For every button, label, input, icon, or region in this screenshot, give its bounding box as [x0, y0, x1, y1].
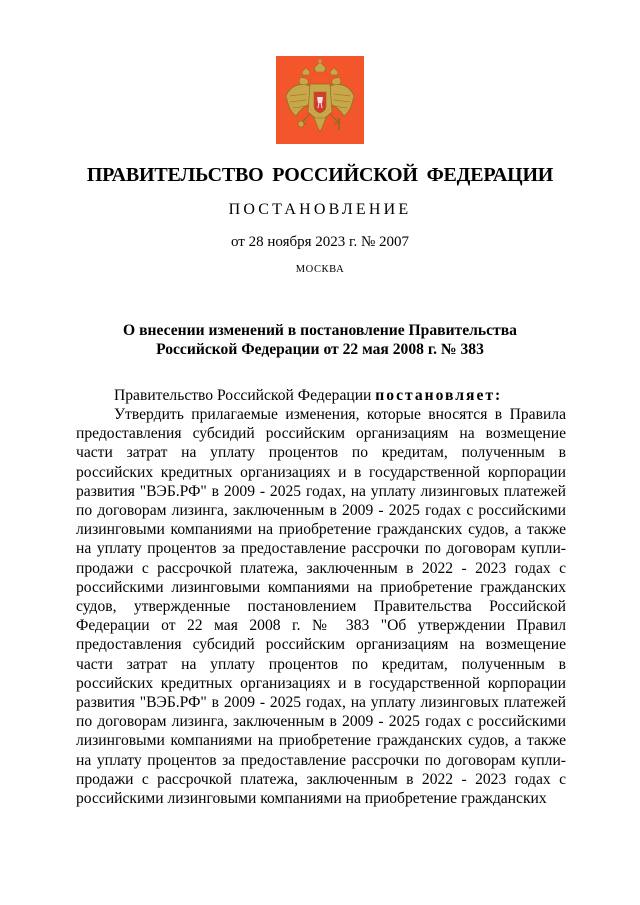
document-city: МОСКВА [295, 264, 345, 275]
subject-line-2: Российской Федерации от 22 мая 2008 г. № 383 [156, 341, 484, 358]
russian-coat-of-arms-icon [276, 56, 364, 144]
preamble-text: Правительство Российской Федерации [114, 387, 376, 404]
decree-body [76, 405, 566, 808]
subject-line-1: О внесении изменений в постановление Правительства [123, 322, 517, 339]
document-date-number: от 28 ноября 2023 г. № 2007 [230, 234, 410, 250]
decree-preamble [76, 386, 566, 405]
body-paragraph: Утвердить прилагаемые изменения, которые вносятся в Правила предоставления субсидий российским организациям на возмещение части затрат на уплату процентов по кредитам, полученным в российских кредитных организациях и в государственной корпорации развития "ВЭБ.РФ" в 2009 - 2025 годах, на уплату лизинговых платежей по договорам лизинга, заключенным в 2009 - 2025 годах с российскими лизинговыми компаниями на приобретение гражданских судов, а также на уплату процентов за предоставление рассрочки по договорам купли-продажи с рассрочкой платежа, заключенным в 2022 - 2023 годах с российскими лизинговыми компаниями на приобретение гражданских судов, утвержденные постановлением Правительства Российской Федерации от 22 мая 2008 г. № 383 "Об утверждении Правил предоставления субсидий российским организациям на возмещение части затрат на уплату процентов по кредитам, полученным в российских кредитных организациях и в государственной корпорации развития "ВЭБ.РФ" в 2009 - 2025 годах, на уплату лизинговых платежей по договорам лизинга, заключенным в 2009 - 2025 годах с российскими лизинговыми компаниями на приобретение гражданских судов, а также на уплату процентов за предоставление рассрочки по договорам купли-продажи с рассрочкой платежа, заключенным в 2022 - 2023 годах с российскими лизинговыми компаниями на приобретение гражданских [76, 406, 566, 808]
document-subject [0, 321, 640, 359]
document-type: ПОСТАНОВЛЕНИЕ [228, 201, 412, 218]
government-title: ПРАВИТЕЛЬСТВО РОССИЙСКОЙ ФЕДЕРАЦИИ [86, 164, 554, 186]
preamble-verb: постановляет: [375, 387, 503, 404]
